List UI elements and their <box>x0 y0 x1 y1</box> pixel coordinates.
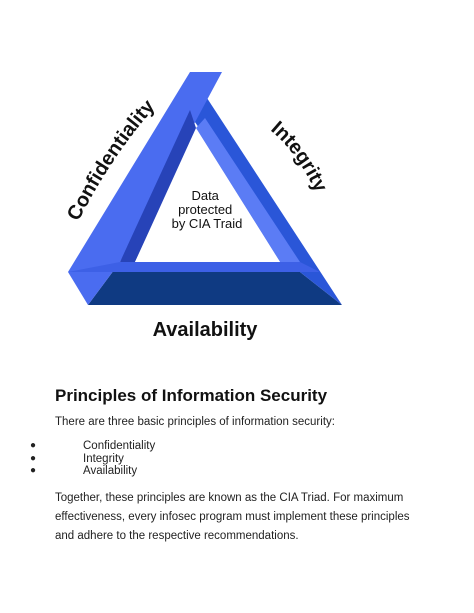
label-integrity-path: Integrity <box>266 117 332 196</box>
center-line-2: protected <box>178 202 233 217</box>
label-availability: Availability <box>152 319 258 341</box>
summary-paragraph: Together, these principles are known as the CIA Triad. For maximum effectiveness, every infosec program must implement these principles and adhere to the respective recommendations. <box>55 492 410 542</box>
bullet-icon: ● <box>30 465 37 476</box>
list-item-text: Integrity <box>83 452 124 465</box>
label-confidentiality-path: Confidentiality <box>63 95 160 225</box>
section-heading: Principles of Information Security <box>55 386 328 405</box>
center-line-1: Data <box>191 188 219 203</box>
list-item-text: Availability <box>83 465 138 477</box>
label-integrity <box>267 117 332 196</box>
intro-text: There are three basic principles of information security: <box>55 416 335 428</box>
bullet-icon: ● <box>30 452 37 464</box>
center-line-3: by CIA Traid <box>171 216 243 231</box>
bullet-icon: ● <box>30 440 37 451</box>
list-item-text: Confidentiality <box>83 440 156 452</box>
